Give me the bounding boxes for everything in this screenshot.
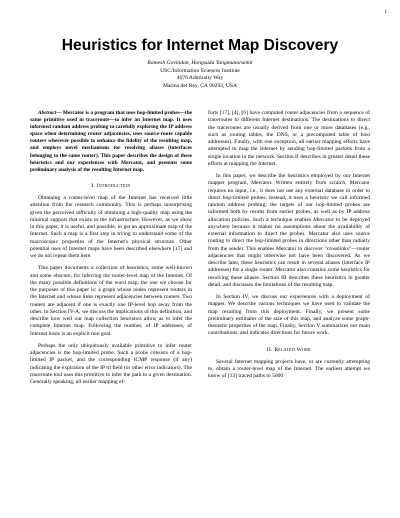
left-column	[30, 110, 192, 391]
author-affiliation: USC/Information Sciences Institute	[160, 67, 240, 74]
author-names: Ramesh Govindan, Hongsuda Tangmunarunkit	[147, 60, 253, 66]
section-heading-introduction: I. Introduction	[91, 182, 131, 189]
right-paragraph-3: In Section IV, we discuss our experiences with a deployment of mapper. We describe various techniques we have used to validate the map resulting from this deployment. Finally, we present some preliminary estimates of the size of this map, and analyze some graph-theoretic properties of the map. Finally, Section V summarizes our main contributions, and indicates directions for future work.	[208, 294, 370, 337]
right-paragraph-1: forts [17], [4], [6] have computed router adjacencies from a sequence of traceroutes to different Internet destinations. The destinations to direct the traceroutes are usually derived from one or more databases (e.g., such as routing tables, the DNS, or a precomputed table of host addresses). Finally, with one exception, all earlier mapping efforts have attempted to map the Internet by sending hop-limited packets from a single location in the network. Section II describes in greater detail these efforts at mapping the Internet.	[208, 110, 370, 167]
abstract-text: — Mercator is a program that uses hop-limited probes—the same primitive used in traceroute—to infer an Internet map. It uses informed random address probing to carefully exploring the IP address space when determining router adjacencies, uses source-route capable routers wherever possible to enhance the fidelity of the resulting map, and employs novel mechanisms for resolving aliases (interfaces belonging to the same router). This paper describes the design of these heuristics and our experiences with Mercator, and presents some preliminary analysis of the resulting Internet map.	[30, 110, 192, 173]
paper-title: Heuristics for Internet Map Discovery	[61, 37, 339, 54]
author-street: 4676 Admiralty Way	[176, 75, 224, 82]
abstract-label: Abstract	[38, 110, 57, 116]
author-city: Marina del Rey, CA 90292, USA	[162, 82, 238, 89]
related-work-paragraph: Several Internet mapping projects have, or are currently attempting to, obtain a router-level map of the Internet. The earliest attempt we know of [13] traced paths to 5000	[208, 358, 370, 380]
intro-paragraph-2: This paper documents a collection of heuristics, some well-known and some obscure, for inferring the router-level map of the Internet. Of the many possible definitions of the word map, the one we choose for the purposes of this paper is: a graph whose nodes represent routers in the Internet and whose links represent adjacencies between routers. Two routers are adjacent if one is exactly one IP-level hop away from the other. In Section IV-A, we discuss the implications of this definition, and describe how well our map collection heuristics allow us to infer the complete Internet map. Following the number, of IP addresses, of Internet hosts is an explicit non goal.	[30, 265, 192, 337]
author-block	[0, 60, 400, 90]
right-column	[208, 110, 370, 386]
intro-paragraph-1: Obtaining a router-level map of the Internet has received little attention from the research community. This is perhaps unsurprising given the perceived difficulty of obtaining a high-quality map using the minimal support that exists in the infrastructure. However, as we show in this paper, it is useful, and possible, to get an approximate map of the Internet. Such a map is a first step in trying to understand some of the macroscopic properties of the Internet's physical structure. Other potential uses of Internet maps have been described elsewhere [17] and we do not repeat them here.	[30, 195, 192, 260]
right-paragraph-2: In this paper, we describe the heuristics employed by our Internet mapper program, Mercator. Written entirely from scratch, Mercator requires no input, i.e., it does not use any external database in order to direct hop-limited probes. Instead, it uses a heuristic we call informed random address probing; the targets of our hop-limited probes are informed both by results from earlier probes, as well as by IP address allocation policies. Such a technique enables Mercator to be deployed anywhere because it makes no assumptions about the availability of external information to direct the probes. Mercator also uses source routing to direct the hop-limited probes in directions other than radially from the sender. This enables Mercator to discover "crosslinks"—router adjacencies that might otherwise not have been discovered. As we describe later, these heuristics can result in several aliases (interface IP addresses) for a single router. Mercator also contains some heuristics for resolving these aliases. Section III describes these heuristics in greater detail, and discusses the limitations of the resulting map.	[208, 173, 370, 288]
page-number: 1	[384, 10, 387, 15]
section-heading-related-work: II. Related Work	[266, 346, 312, 353]
abstract	[30, 110, 192, 174]
intro-paragraph-3: Perhaps the only ubiquitously available primitive to infer router adjacencies is the hop-limited probe. Such a probe consists of a hop-limited IP packet, and the corresponding ICMP response (if any) indicating the expiration of the IP ttl field (or other error indicators). The traceroute tool uses this primitive to infer the path to a given destination. Generally speaking, all earlier mapping ef-	[30, 342, 192, 386]
